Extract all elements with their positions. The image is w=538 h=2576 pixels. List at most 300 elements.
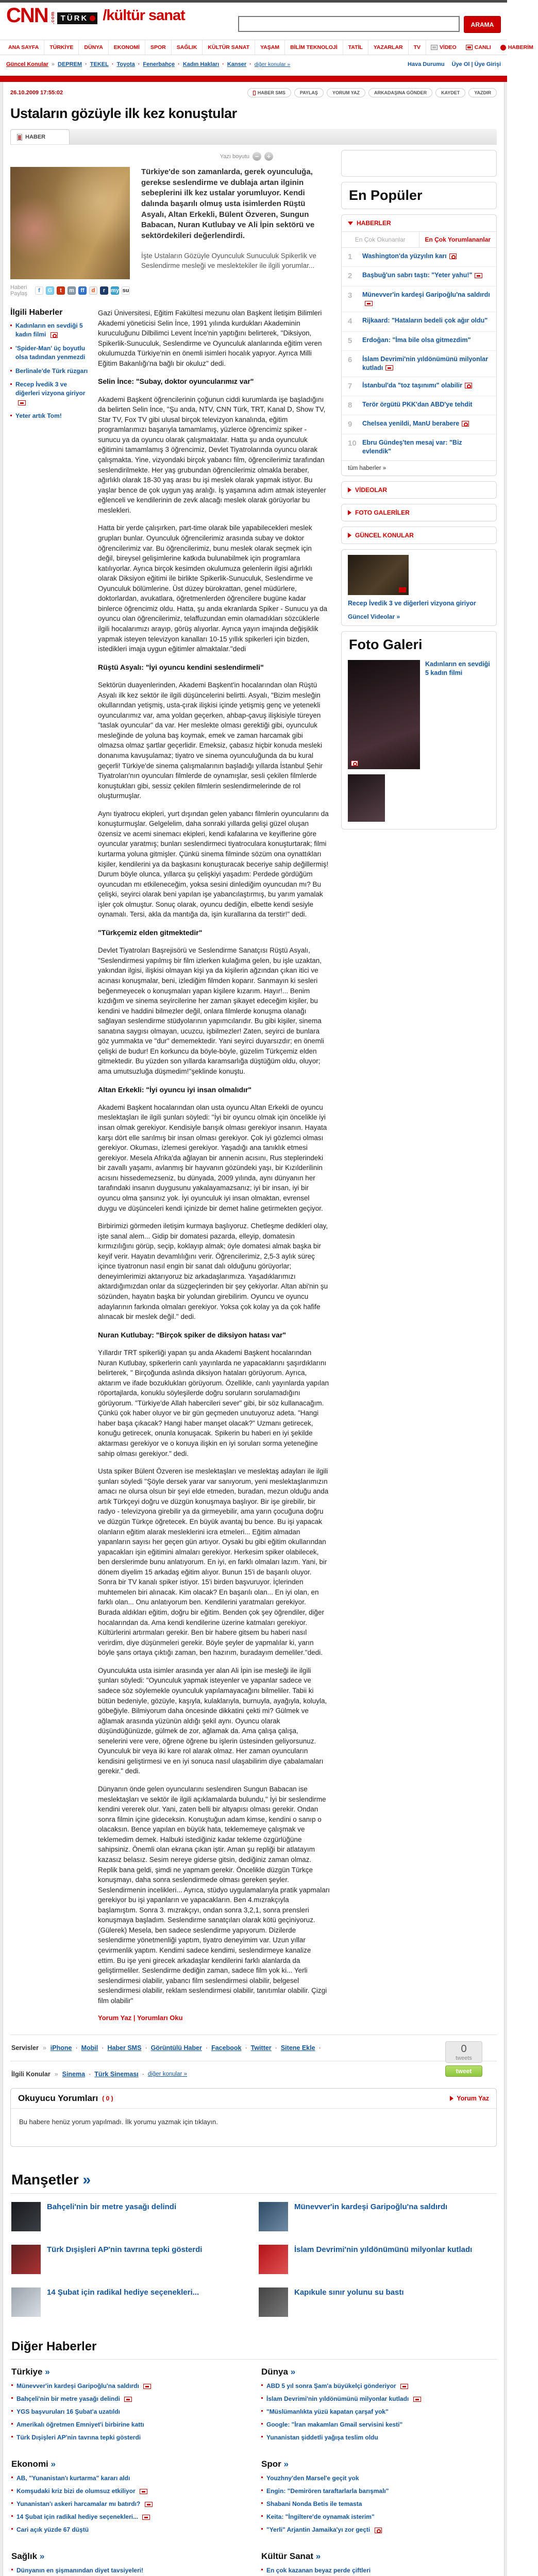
guncel-videolar-link[interactable]: Güncel Videolar » (348, 613, 400, 620)
news-section-title[interactable] (11, 2551, 246, 2562)
related-item[interactable] (10, 367, 89, 376)
rank-number: 4 (348, 317, 352, 326)
share-icon[interactable]: f (35, 286, 43, 295)
servis-separator: · (275, 2044, 277, 2052)
video-nav-icon (431, 45, 438, 50)
topic-separator: · (111, 61, 114, 67)
nav-item[interactable]: TATİL (343, 40, 368, 55)
manset-item[interactable] (259, 2202, 496, 2231)
site-header (0, 3, 507, 40)
tab-haber[interactable] (10, 129, 70, 144)
news-link[interactable]: 14 Şubat için radikal hediye seçenekleri... (16, 2513, 139, 2521)
news-list-item[interactable] (11, 2433, 246, 2442)
photo-icon (449, 253, 457, 259)
news-link[interactable]: Komşudaki kriz bizi de olumsuz etkiliyor (16, 2487, 136, 2495)
populer-list-item[interactable] (342, 312, 496, 331)
news-list-item[interactable] (11, 2407, 246, 2416)
sidebar-ad-placeholder (341, 150, 497, 177)
sidebar-accordion (341, 504, 497, 521)
topics-bar (0, 55, 507, 76)
section-title: /kültür sanat (103, 7, 185, 24)
article-paragraph: Gazi Üniversitesi, Eğitim Fakültesi mezunu olan Başkent İletişim Bilimleri Akademi yöneticisi Selin İnce, 1991 yılında kurdukları Akademinin kuruculuğunu Dilbilimci Levent İnce'nin yaptığını belirterek, ''Diksiyon, Spikerlik-Sunuculuk, Seslendirme ve Oyunculuk alanlarında eğitim veren okulumuzda Türkiye'nin en önemli isimleri hocalık yapıyor. Ayrıca Milli Eğitim Bakanlığı'na bağlı bir okuluz'' dedi. (98, 309, 322, 367)
signup-link[interactable]: Üye Ol (451, 61, 470, 67)
news-link[interactable]: Engin: "Demirören taraftarlarla barışmalı" (266, 2487, 389, 2495)
news-list-item[interactable] (261, 2420, 496, 2429)
bullet-icon (11, 2502, 13, 2504)
nav-item[interactable]: YAZARLAR (368, 40, 409, 55)
article-subheading: Rüştü Asyalı: "İyi oyuncu kendini seslendirmeli" (98, 663, 264, 671)
tab-en-cok-yorumlananlar[interactable]: En Çok Yorumlananlar (419, 232, 497, 247)
bullet-icon (261, 2436, 263, 2437)
comments-write-link[interactable] (450, 2095, 489, 2102)
news-link[interactable]: Yunanistan'ı askeri harcamalar mı batırdı? (16, 2500, 141, 2508)
video-icon (475, 273, 482, 278)
news-section (261, 2367, 496, 2446)
video-icon (400, 2384, 408, 2389)
cnn-com-text: .com (49, 11, 55, 24)
populer-link[interactable]: Chelsea yenildi, ManU berabere (362, 420, 460, 427)
accordion-header[interactable] (342, 527, 496, 544)
populer-link[interactable]: İstanbul'da "toz taşınımı" olabilir (362, 381, 463, 389)
konu-link[interactable]: Türk Sineması (94, 2071, 139, 2078)
haberler-label: HABERLER (357, 219, 391, 227)
populer-list-item[interactable] (342, 351, 496, 377)
red-dot-icon (90, 15, 95, 21)
servis-link[interactable]: Haber SMS (107, 2044, 142, 2052)
gallery-caption-link[interactable]: Kadınların en sevdiği 5 kadın filmi (425, 660, 490, 676)
article-paragraph: Usta spiker Bülent Özveren ise meslektaşları ve meslektaş adayları ile ilgili şunları söyledi ''Şöyle dersek yarar var sanıyorum, yeni meslektaşlarımızın amacı ne olursa olsun bir şeyi elde etmeden, buradan, mezun olduğu anda artık Türkçeyi doğru ve düzgün konuşmaya başlıyor. Bir işe girebilir, bir radyo - televizyona girebilir ya da girmeyebilir, ama yarın çocuğuna doğru ve düzgün Türkçe öğretecek. En büyük avantaj bu bence. Bu işi yapacak olanların eğitim alarak mesleklerini icra etmeleri... Eğitim almadan yapanların sayısı her geçen gün artıyor. Oysaki bu gibi eğitim okullarından yapacakları işin eğitimini almaları gerekiyor. Herkesim spiker olabilecek, ben derslerimde bunu anlatıyorum. En iyi, en farklı olmaları lazım. Yani, bir dönem diyelim 15 arkadaş eğitim alıyor. Bunun 15'i de başarılı oluyor. Sonra bir TV kanalı spiker istiyor. 15'i birden başvuruyor. İçlerinden muhtemelen biri alınacak. Kim olacak? En başarılı olan... En iyi olan, en farklı olan... Onu anlatıyorum ben. Kendilerini yaratmaları gerekiyor. Burada aldıkları eğitim, doğru bir eğitim. Benden çok şey öğrendiler, diğer hocalarından da. Ama kendi kendilerine üzerine katmaları gerekiyor. Kültürlerini artırmaları gerekir. Ben bir habere gitsem bu haberi nasıl verirdim, diye düşünmeleri gerekir. Böyle şeyler de yapmalılar ki, yarın böyle şans ortaya çıktığı zaman, ben hazırım, buradayım demeliler.''dedi. (98, 1467, 329, 1657)
related-item[interactable] (10, 380, 89, 407)
related-item[interactable] (10, 412, 89, 420)
tum-haberler-link[interactable]: tüm haberler » (342, 461, 496, 476)
topic-link[interactable]: Kadın Hakları (182, 61, 220, 67)
en-populer-box (341, 182, 497, 209)
bullet-icon (261, 2569, 263, 2570)
share-icon[interactable]: my (111, 287, 119, 294)
topic-link[interactable]: DEPREM (58, 61, 82, 67)
triangle-right-icon (450, 2096, 453, 2101)
yazdir-button[interactable]: YAZDIR (468, 88, 497, 97)
turk-logo-text: TÜRK (60, 14, 89, 23)
video-icon (413, 2397, 421, 2402)
servis-separator: · (145, 2044, 147, 2052)
news-list-item[interactable] (261, 2433, 496, 2442)
populer-list-item[interactable] (342, 248, 496, 267)
yorumlari-oku-link[interactable]: Yorumları Oku (137, 2014, 183, 2022)
video-icon (142, 2515, 150, 2520)
bullet-icon (261, 2397, 263, 2399)
manset-link[interactable]: Münevver'in kardeşi Garipoğlu'na saldırdı (294, 2202, 448, 2212)
article-actions (247, 88, 497, 97)
mansetler-heading (10, 2164, 497, 2193)
video-icon (143, 2384, 151, 2389)
news-list-item[interactable] (261, 2394, 496, 2403)
servis-separator: · (102, 2044, 104, 2052)
servis-link[interactable]: Görüntülü Haber (150, 2044, 202, 2052)
bullet-icon (11, 2423, 13, 2425)
news-list-item[interactable] (261, 2512, 496, 2521)
accordion-header[interactable] (342, 504, 496, 521)
bullet-icon (261, 2489, 263, 2491)
weather-link[interactable]: Hava Durumu (408, 61, 445, 67)
news-list-item[interactable] (261, 2566, 496, 2575)
news-list-item[interactable] (11, 2566, 246, 2575)
news-section-label: Kültür Sanat (261, 2551, 314, 2562)
gallery-photo[interactable] (348, 660, 420, 769)
news-list-item[interactable] (11, 2420, 246, 2429)
news-section-label: Dünya (261, 2367, 288, 2377)
comments-count: ( 0 ) (102, 2095, 113, 2103)
video-icon (385, 365, 393, 370)
news-list-item[interactable] (11, 2499, 246, 2509)
news-section (261, 2551, 496, 2576)
news-section-title[interactable] (261, 2459, 496, 2469)
related-link[interactable]: Recep İvedik 3 ve diğerleri vizyona giriyor (15, 380, 86, 397)
accordion-label: FOTO GALERİLER (355, 509, 410, 516)
tab-haber-label: HABER (25, 134, 46, 140)
share-icon[interactable]: ff (78, 286, 87, 295)
news-section-title[interactable] (11, 2459, 246, 2469)
topic-separator: · (178, 61, 180, 67)
bullet-icon (10, 347, 12, 349)
populer-link[interactable]: Rijkaard: "Hataların bedeli çok ağır oldu" (362, 317, 488, 325)
font-size-increase-button[interactable]: + (264, 152, 273, 161)
topic-separator: · (138, 61, 140, 67)
populer-list-item[interactable] (342, 377, 496, 396)
manset-thumbnail (259, 2287, 288, 2317)
populer-link[interactable]: Terör örgütü PKK'dan ABD'ye tehdit (362, 400, 473, 408)
rank-number: 5 (348, 336, 352, 345)
news-link[interactable]: Türk Dışişleri AP'nin tavrına tepki gösterdi (16, 2434, 141, 2442)
comments-title: Okuyucu Yorumları (18, 2093, 98, 2104)
manset-item[interactable] (11, 2287, 248, 2317)
news-link[interactable]: Dünyanın en şişmanından diyet tavsiyeleri! (16, 2567, 144, 2574)
arkadasina-gonder-button[interactable]: ARKADAŞINA GÖNDER (368, 88, 432, 97)
rank-number: 8 (348, 400, 352, 410)
foto-galeri-title: Foto Galeri (349, 636, 423, 652)
end-links-separator: | (133, 2014, 136, 2022)
news-link[interactable]: "Müslümanlıkta yüzü kapatan çarşaf yok" (266, 2408, 389, 2416)
bullet-icon (261, 2410, 263, 2412)
topic-separator: · (249, 61, 251, 67)
ilgili-konular-row (10, 2064, 497, 2084)
nav-video[interactable] (426, 40, 461, 55)
news-link[interactable]: Shabani Nonda Betis ile temasta (266, 2500, 362, 2508)
related-news-panel (10, 308, 89, 2031)
article-subheading: Nuran Kutlubay: "Birçok spiker de diksiyon hatası var" (98, 1330, 286, 1339)
nav-item[interactable]: SAĞLIK (172, 40, 203, 55)
news-section-title[interactable] (261, 2551, 496, 2562)
topic-link[interactable]: Toyota (116, 61, 135, 67)
konu-link[interactable]: Sinema (62, 2071, 86, 2078)
related-news-title: İlgili Haberler (10, 308, 63, 317)
document-icon (17, 134, 22, 141)
servis-separator: · (318, 2044, 321, 2052)
ilgili-konular-label: İlgili Konular (11, 2071, 51, 2078)
bullet-icon (11, 2436, 13, 2437)
servis-separator: · (75, 2044, 78, 2052)
nav-item[interactable]: YAŞAM (255, 40, 285, 55)
bullet-icon (261, 2502, 263, 2504)
news-link[interactable]: "Yerli" Arjantin Jamaika'yı zor geçti (266, 2526, 371, 2534)
article-subheading: Altan Erkekli: "İyi oyuncu iyi insan olmalıdır" (98, 1085, 252, 1094)
bullet-icon (261, 2528, 263, 2530)
populer-list-item[interactable] (342, 396, 496, 415)
news-list-item[interactable] (261, 2381, 496, 2391)
search-input[interactable] (238, 16, 460, 32)
article-paragraph: Oyunculukta usta isimler arasında yer alan Ali İpin ise mesleği ile ilgili şunları söyledi: "Oyunculuk yapmak isteyenler ve yapanlar sadece ve sadece söz söylemekle oyunculuk yapılamayacağını bilmeliler. Tabii ki bütün bedeniyle, gözüyle, kaşıyla, kulaklarıyla, burnuyla, ayağıyla, koluyla, göbeğiyle. Bilmiyorum daha öncesinde dikkatini çekti mi? Gülmek ve ağlamak arasında yüzünün aldığı şekil aynı. Oyuncu olarak düşündüğünüzde, gülmek de zor, ağlamak da. Ama çalışa çalışa, senelerini vere vere, öğrene öğrene bu işlerin üstesinden geliyorsunuz. Oyunculuk bir veya iki kare rol alarak olmaz. Her zaman oyuncuların kendisini geliştirmesi ve en iyi sonuca nasıl ulaşabilirim diye çabalamaları gerekir." dedi. (98, 1666, 327, 1775)
article-paragraph: Akademi Başkent öğrencilerinin çoğunun ciddi kurumlarda işe başladığını da belirten Selin İnce, ''Şu anda, NTV, CNN Türk, TRT, Kanal D, Show TV, Star TV, Fox TV gibi ulusal birçok televizyon kanalında, eğitim programlarımızı başarıyla tamamlamış, yüzlerce öğrencimiz spiker - sunucu ya da oyuncu olarak çalışmaktalar. Hatta şu anda oyunculuk eğitimini tamamlamış 3 öğrencimiz, Devlet Tiyatrolarında oyuncu olarak çalışmakta. Yine, vizyondaki birçok yabancı film, öğrencilerimiz tarafından seslendirilmekte. Her yaş grubundan öğrencilerimiz olmakla beraber, ağırlıklı olarak 18-30 yaş arası bu işi meslek olarak yapmak istiyor. Bu yaşlar bence de çok uygun yaş aralığı. İş yaşamına adım atmak isteyenler eğlenceli ve kendilerinin de zevk alacağı meslek olarak görüyorlar bu meslekleri. (98, 395, 326, 514)
populer-link[interactable]: Başbuğ'un sabrı taştı: "Yeter yahu!" (362, 272, 473, 279)
bullet-icon (11, 2410, 13, 2412)
yorum-yaz-link[interactable]: Yorum Yaz (98, 2014, 132, 2022)
red-divider-band (0, 76, 507, 82)
rank-number: 2 (348, 272, 352, 281)
article-paragraph: Akademi Başkent hocalarından olan usta oyuncu Altan Erkekli de oyuncu meslektaşları ile ilgili şunları söyledi: ''İyi bir oyuncu olmak için öncelikle iyi insan olmak gerekiyor. Kendisiyle barışık olması gerekiyor insanın. Hayata karşı dört elle sarılmış bir insan olması gerekiyor. Çok iyi gözlemci olması gerekiyor. Okuması, izlemesi gerekiyor. Yaşadığı ana tanıklık etmesi gerekiyor. Mesela Afrika'da ağlayan bir annenin acısını, Rus steplerindeki bir zavallı yaşamı, avlanmış bir hayvanın gözündeki yaşı, bir Kızılderilinin acısını hissedemezseniz, bu dünyada, 2009 yılında, aynı dünyanın her tarafındaki insanın duygusunu yakalayamazsanız; iyi bir insan, iyi bir oyuncu olma şansınız yok. İyi oyunculuk iyi insan olmaktan, evrensel duygu ve düşünceleri kendi içinizde bir demet haline getirmekten geçiyor. (98, 1103, 327, 1212)
live-nav-icon (466, 45, 473, 50)
manset-link[interactable]: Türk Dışişleri AP'nin tavrına tepki gösterdi (47, 2245, 203, 2255)
font-size-label: Yazı boyutu (220, 153, 249, 160)
manset-link[interactable]: Kapıkule sınır yolunu su bastı (294, 2288, 404, 2297)
video-feature-link[interactable]: Recep İvedik 3 ve diğerleri vizyona giriyor (348, 600, 476, 607)
news-link[interactable]: Münevver'in kardeşi Garipoğlu'na saldırdı (16, 2382, 139, 2390)
manset-thumbnail (259, 2202, 288, 2231)
news-link[interactable]: Youzhny'den Marsel'e geçit yok (266, 2475, 359, 2482)
video-thumbnail[interactable] (348, 555, 409, 595)
news-link[interactable]: İslam Devrimi'nin yıldönümünü milyonlar kutladı (266, 2395, 409, 2403)
topic-separator: · (222, 61, 224, 67)
bullet-icon (10, 383, 12, 385)
news-section-title[interactable] (261, 2367, 496, 2377)
comments-write-label: Yorum Yaz (457, 2095, 489, 2103)
photo-icon (51, 332, 58, 338)
mansetler-title: Manşetler (11, 2172, 79, 2188)
news-link[interactable]: Google: "İran makamları Gmail servisini kesti" (266, 2421, 403, 2429)
comments-empty-message[interactable]: Bu habere henüz yorum yapılmadı. İlk yorumu yazmak için tıklayın. (19, 2118, 218, 2126)
manset-link[interactable]: Bahçeli'nin bir metre yasağı delindi (47, 2202, 177, 2212)
populer-list-item[interactable] (342, 286, 496, 313)
tweet-count-number: 0 (461, 2043, 467, 2055)
share-row (10, 284, 130, 297)
nav-canli[interactable] (461, 40, 496, 55)
tab-en-cok-okunanlar[interactable]: En Çok Okunanlar (355, 236, 406, 243)
servis-link[interactable]: Mobil (81, 2044, 98, 2052)
news-list-item[interactable] (261, 2407, 496, 2416)
more-topics-link[interactable]: diğer konular » (254, 61, 291, 67)
related-item[interactable] (10, 321, 89, 340)
bullet-icon (10, 415, 12, 416)
accordion-label: VİDEOLAR (355, 486, 388, 494)
populer-tabs (342, 231, 496, 248)
main-nav (0, 40, 533, 55)
news-section (11, 2459, 246, 2538)
font-size-decrease-button[interactable]: − (253, 152, 261, 161)
populer-list-item[interactable] (342, 434, 496, 461)
bullet-icon (11, 2569, 13, 2570)
bullet-icon (11, 2515, 13, 2517)
rank-number: 1 (348, 252, 352, 261)
rank-number: 3 (348, 291, 352, 300)
servis-link[interactable]: iPhone (50, 2044, 72, 2052)
article-subheading: "Türkçemiz elden gitmektedir" (98, 928, 203, 937)
related-link[interactable]: Kadınların en sevdiği 5 kadın filmi (15, 322, 83, 338)
related-item[interactable] (10, 344, 89, 362)
bullet-icon (11, 2384, 13, 2386)
news-list-item[interactable] (11, 2525, 246, 2534)
rank-number: 10 (348, 439, 357, 448)
bullet-icon (10, 370, 12, 371)
accordion-header[interactable] (342, 482, 496, 498)
related-link[interactable]: 'Spider-Man' üç boyutlu olsa tadından yenmezdi (15, 344, 86, 361)
video-icon (140, 2489, 147, 2494)
tweet-button[interactable]: tweet (445, 2065, 482, 2077)
diger-haberler-heading: Diğer Haberler (11, 2340, 97, 2354)
article-subheading: Selin İnce: "Subay, doktor oyuncularımız var" (98, 377, 254, 386)
paylas-button[interactable]: PAYLAŞ (294, 88, 324, 97)
news-link[interactable]: AB, "Yunanistan'ı kurtarma" kararı aldı (16, 2475, 130, 2482)
haber-sms-button[interactable] (247, 88, 291, 97)
share-icon[interactable]: m (68, 286, 76, 295)
populer-link[interactable]: Ebru Gündeş'ten mesaj var: "Biz evlendik" (362, 439, 462, 455)
manset-thumbnail (11, 2287, 41, 2317)
section-arrow: » (45, 2367, 50, 2377)
rank-number: 6 (348, 355, 352, 364)
bullet-icon (11, 2477, 13, 2478)
manset-item[interactable] (11, 2245, 248, 2274)
topic-separator: · (85, 61, 87, 67)
news-list-item[interactable] (11, 2486, 246, 2496)
news-link[interactable]: Yunanistan şiddetli yağışa teslim oldu (266, 2434, 378, 2442)
gallery-thumbnail[interactable] (348, 774, 385, 822)
servisler-label: Servisler (11, 2044, 39, 2052)
populer-link[interactable]: Washington'da yüzyılın karı (362, 252, 447, 260)
nav-item[interactable]: DÜNYA (79, 40, 108, 55)
news-link[interactable]: YGS başvuruları 16 Şubat'a uzatıldı (16, 2408, 120, 2416)
diger-konular-link[interactable]: diğer konular » (147, 2071, 187, 2078)
manset-link[interactable]: 14 Şubat için radikal hediye seçenekleri... (47, 2288, 199, 2297)
news-link[interactable]: En çok kazanan beyaz perde çiftleri (266, 2567, 371, 2574)
news-list-item[interactable] (11, 2394, 246, 2403)
nav-video-label: VİDEO (440, 44, 457, 50)
nav-item[interactable]: TV (409, 40, 426, 55)
related-link[interactable]: Yeter artık Tom! (15, 412, 62, 420)
news-list-item[interactable] (11, 2512, 246, 2521)
video-icon (124, 2397, 132, 2402)
article-body (98, 308, 330, 2031)
news-section-label: Sağlık (11, 2551, 38, 2562)
news-section-title[interactable] (11, 2367, 246, 2377)
signup-login[interactable]: Üye Ol | Üye Girişi (451, 61, 501, 67)
nav-item[interactable]: KÜLTÜR SANAT (203, 40, 255, 55)
yorum-yaz-button[interactable]: YORUM YAZ (327, 88, 365, 97)
nav-item[interactable]: TÜRKİYE (44, 40, 79, 55)
news-list-item[interactable] (11, 2473, 246, 2483)
topics-arrow: » (51, 61, 55, 67)
news-list-item[interactable] (261, 2525, 496, 2534)
comments-box (10, 2088, 497, 2147)
news-list-item[interactable] (261, 2499, 496, 2509)
triangle-right-icon (348, 487, 351, 493)
article-paragraph: Aynı tiyatrocu ekipleri, yurt dışından gelen yabancı filmlerin oyuncularını da konuşturmuşlar. Gelgelelim, daha sonraki yıllarda gelişi güzel oluşan özensiz ve acemi sinemacı ekipleri, kendi kafalarına ve keyiflerine göre oyuncular yaratmış; bunları seslendirmeci tiyatroculara konuşturtarak; filmi kurtarma yoluna gitmişler. Çünkü sinema filminde sözüm ona oynattıkları kişiler, kendilerini ya da başkasını konuşturacak beceriye sahip değillermiş! Durum böyle olunca, yıllarca şu çelişkiyi yaşadım: Perdede gördüğüm oyuncudan mı etkileneceğim, yoksa sesini dinlediğim oyuncudan mı? Bu çelişki, seyirci olarak beni yapılan işe yabancılaştırmış, bu yarım yamalak işler çok olmuştur. Sonuç olarak, oyuncu dediğin, elbette kendi sesiyle oynamalı. Tersi, akla da mantığa da, işin kurallarına da terstir!" dedi. (98, 809, 329, 919)
populer-list-item[interactable] (342, 332, 496, 351)
konu-separator: · (142, 2071, 144, 2078)
nav-item[interactable]: ANA SAYFA (3, 40, 44, 55)
turk-logo-box (57, 12, 98, 24)
news-link[interactable]: Keita: "İngiltere'de oynamak isterim" (266, 2513, 375, 2521)
news-link[interactable]: Amerikalı öğretmen Emniyet'i birbirine kattı (16, 2421, 144, 2429)
manset-item[interactable] (259, 2245, 496, 2274)
populer-list-item[interactable] (342, 415, 496, 434)
cnn-logo-text: CNN (6, 4, 48, 27)
share-icon[interactable]: su (122, 287, 129, 294)
photo-icon (462, 421, 469, 427)
haberim-nav-icon (500, 45, 506, 50)
servis-link[interactable]: Sitene Ekle (280, 2044, 315, 2052)
video-feature-box (341, 549, 497, 626)
servis-link[interactable]: Facebook (211, 2044, 242, 2052)
populer-list-item[interactable] (342, 267, 496, 286)
manset-link[interactable]: İslam Devrimi'nin yıldönümünü milyonlar kutladı (294, 2245, 473, 2255)
manset-thumbnail (11, 2245, 41, 2274)
servis-link[interactable]: Twitter (250, 2044, 272, 2052)
populer-link[interactable]: Münevver'in kardeşi Garipoğlu'na saldırdı (362, 291, 490, 298)
login-link[interactable]: Üye Girişi (474, 61, 501, 67)
news-link[interactable]: Cari açık yüzde 67 düştü (16, 2526, 89, 2534)
search-button[interactable]: ARAMA (464, 16, 501, 33)
news-link[interactable]: Bahçeli'nin bir metre yasağı delindi (16, 2395, 120, 2403)
share-icon[interactable]: t (57, 286, 65, 295)
konu-separator: · (89, 2071, 91, 2078)
nav-haberim-label: HABERİM (508, 44, 533, 50)
mansetler-arrow[interactable]: » (82, 2172, 91, 2188)
foto-galeri-box (341, 631, 497, 829)
article-meta-row (10, 88, 497, 97)
kaydet-button[interactable]: KAYDET (435, 88, 465, 97)
news-link[interactable]: ABD 5 yıl sonra Şam'a büyükelçi gönderiyor (266, 2382, 396, 2390)
populer-link[interactable]: İslam Devrimi'nin yıldönümünü milyonlar kutladı (362, 355, 488, 371)
haberler-accordion (341, 214, 497, 476)
search-bar (238, 16, 501, 33)
nav-item[interactable]: SPOR (145, 40, 172, 55)
share-label: Haberi Paylaş (10, 284, 28, 297)
related-link[interactable]: Berlinale'de Türk rüzgarı (15, 367, 88, 375)
manset-item[interactable] (259, 2287, 496, 2317)
share-icon[interactable]: G (46, 286, 54, 295)
article-paragraph: Sektörün duayenlerinden, Akademi Başkent'in hocalarından olan Rüştü Asyalı ilk kez sektör ile ilgili düşüncelerini belirtti. Asyalı, "Bizim mesleğin okullarından yetişmiş, usta-çırak ilişkisi içinde yetişmiş genç ve yetenekli oyuncularımız var, ama yoldan geçerken, ahbap-çavuş ilişkisiyle türeyen "taslak oyuncular" da var. Her meslekte olması gerektiği gibi, oyunculuk mesleğinde de yoluna baş koymak, emek ve zaman harcamak gibi olmazsa olmaz şartlar geçerlidir. Emeksiz, çabasız hiçbir konuda mesleki donanıma kavuşulamaz; tiyatro ve sinema oyunculuğunda da bu kural geçerli! Türkiye'de sinema çalışmalarının başladığı yıllarda İstanbul Şehir Tiyatroları'nın oyuncuları filmlerde de oynamışlar, sesli çekilen filmlerde konuştukları gibi, sessiz çekilen filmlerin seslendirmelerinde de rol oluşturmuşlar. (98, 681, 323, 800)
bullet-icon (261, 2477, 263, 2478)
manset-item[interactable] (11, 2202, 248, 2231)
topic-link[interactable]: TEKEL (90, 61, 109, 67)
topic-link[interactable]: Kanser (227, 61, 247, 67)
guncel-konular-link[interactable]: Güncel Konular (6, 61, 48, 67)
article-end-links (98, 2013, 330, 2023)
section-arrow: » (51, 2459, 56, 2469)
news-list-item[interactable] (261, 2486, 496, 2496)
nav-haberim[interactable] (496, 40, 538, 55)
nav-item[interactable]: BİLİM TEKNOLOJİ (285, 40, 343, 55)
news-list-item[interactable] (11, 2381, 246, 2391)
photo-icon (351, 760, 358, 766)
servis-separator: · (205, 2044, 208, 2052)
news-list-item[interactable] (261, 2473, 496, 2483)
topic-link[interactable]: Fenerbahçe (143, 61, 175, 67)
nav-item[interactable]: EKONOMİ (109, 40, 145, 55)
share-icon[interactable]: d (89, 286, 97, 295)
populer-link[interactable]: Erdoğan: "İma bile olsa gitmezdim" (362, 336, 471, 344)
bullet-icon (261, 2515, 263, 2517)
haberler-header[interactable] (342, 215, 496, 231)
share-icon[interactable]: r (100, 286, 108, 295)
